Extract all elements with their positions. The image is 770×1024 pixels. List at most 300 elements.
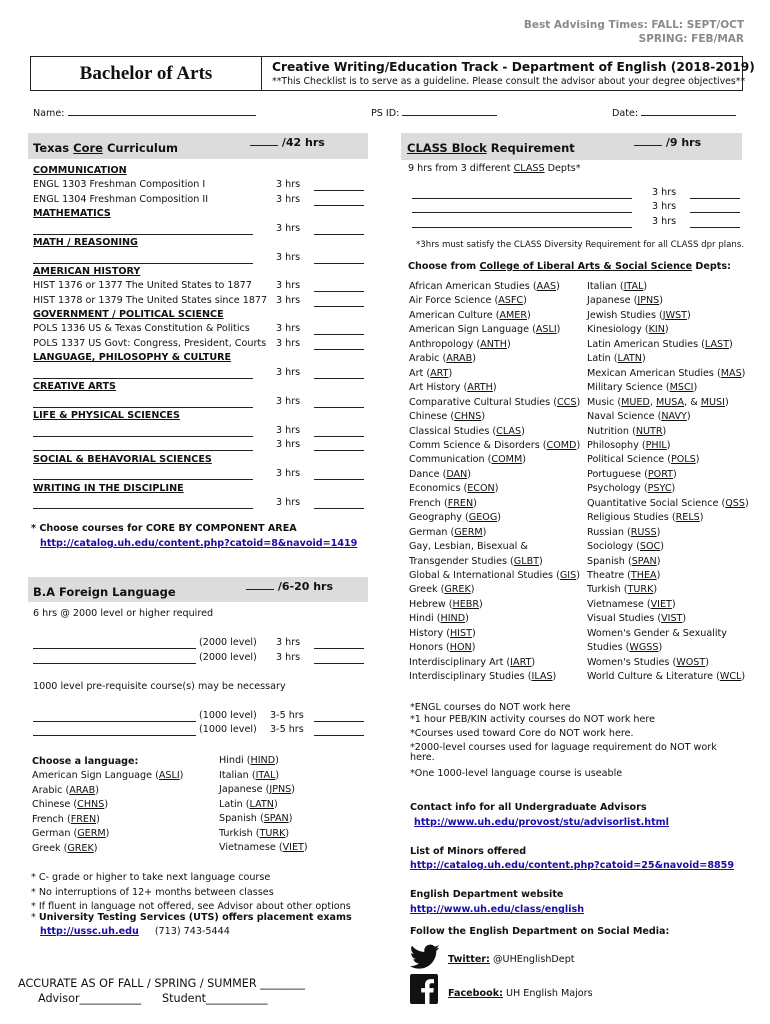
- dept-code: GEOG: [468, 512, 498, 524]
- psid-field[interactable]: [371, 106, 497, 119]
- language-code: LATN: [249, 798, 274, 810]
- dept-code: MUSA: [655, 396, 685, 408]
- grade-blank-field[interactable]: [314, 397, 364, 408]
- dept-name: Political Science: [587, 454, 665, 466]
- grade-blank-field[interactable]: [314, 180, 364, 191]
- dept-code: SOC: [639, 541, 661, 553]
- credit-hours: 3 hrs: [276, 396, 301, 407]
- dept-item: Studies (WGSS): [587, 642, 663, 654]
- dept-item: Chinese (CHNS): [409, 411, 486, 423]
- dept-item: Nutrition (NUTR): [587, 425, 667, 437]
- dept-code: JWST: [662, 309, 688, 321]
- dept-name: Geography: [409, 512, 462, 524]
- credit-hours: 3 hrs: [652, 216, 677, 227]
- dept-name: Transgender Studies: [409, 555, 507, 567]
- language-note: * No interruptions of 12+ months between classes: [31, 886, 274, 898]
- dept-item: Art (ART): [409, 367, 453, 379]
- credit-hours: 3 hrs: [276, 323, 301, 334]
- language-item: Japanese (JPNS): [219, 784, 295, 795]
- dept-item: Greek (GREK): [409, 584, 475, 596]
- dept-name: Music (: [587, 396, 622, 408]
- dept-code: ILAS: [531, 671, 553, 683]
- dept-item: African American Studies (AAS): [409, 281, 560, 292]
- dept-name: Military Science: [587, 382, 663, 394]
- dept-code: WOST: [676, 656, 706, 668]
- separator: , &: [684, 396, 701, 408]
- core-choose-note: * Choose courses for CORE BY COMPONENT AREA: [31, 523, 297, 534]
- psid-label: PS ID:: [371, 108, 400, 119]
- dept-item: Sociology (SOC): [587, 541, 664, 553]
- course-blank-field[interactable]: [33, 397, 253, 408]
- credit-hours: 3 hrs: [276, 280, 301, 291]
- dept-item: Communication (COMM): [409, 454, 526, 466]
- course-blank-field[interactable]: [33, 426, 253, 437]
- dept-name: French: [409, 497, 441, 509]
- dept-item: Classical Studies (CLAS): [409, 425, 525, 437]
- language-item: Italian (ITAL): [219, 769, 280, 781]
- dept-code: NAVY: [661, 411, 687, 423]
- dept-item: Japanese (JPNS): [587, 295, 663, 307]
- student-signature: Student___________: [162, 992, 268, 1005]
- dept-code: SPAN: [631, 555, 657, 567]
- credit-hours: 3 hrs: [276, 338, 301, 349]
- dept-code: HIST: [449, 627, 472, 639]
- credit-hours: 3 hrs: [276, 367, 301, 378]
- language-name: Chinese: [32, 799, 71, 810]
- dept-name: Vietnamese: [587, 598, 644, 610]
- class-hours: /9 hrs: [634, 136, 701, 149]
- uts-link[interactable]: http://ussc.uh.edu: [40, 926, 139, 937]
- dept-name: Comparative Cultural Studies: [409, 396, 551, 408]
- dept-name: Latin American Studies: [587, 338, 699, 350]
- grade-blank-field[interactable]: [690, 202, 740, 213]
- dept-name: Honors: [409, 642, 443, 654]
- dept-name: Latin: [587, 353, 611, 365]
- course-name: ENGL 1303 Freshman Composition I: [33, 179, 206, 190]
- grade-blank-field[interactable]: [690, 188, 740, 199]
- dept-item: Italian (ITAL): [587, 281, 648, 292]
- language-name: Latin: [219, 798, 243, 810]
- dept-item: Economics (ECON): [409, 483, 499, 495]
- grade-blank-field[interactable]: [314, 440, 364, 451]
- dept-code: ANTH: [480, 338, 507, 350]
- language-name: Turkish: [219, 827, 253, 839]
- grade-blank-field[interactable]: [314, 498, 364, 509]
- uts-contact: [40, 926, 230, 937]
- dept-code: GREK: [444, 584, 471, 596]
- class-requirement: 9 hrs from 3 different CLASS Depts*: [408, 163, 581, 174]
- date-label: Date:: [612, 108, 639, 119]
- course-blank-field[interactable]: [33, 469, 253, 480]
- dept-name: Air Force Science: [409, 295, 492, 307]
- dept-name: Turkish: [587, 584, 621, 596]
- grade-blank-field[interactable]: [314, 725, 364, 736]
- dept-item: Art History (ARTH): [409, 382, 497, 394]
- twitter-line: [448, 954, 575, 965]
- language-code: GERM: [77, 828, 106, 839]
- credit-hours: 3 hrs: [276, 468, 301, 479]
- dept-code: AAS: [536, 281, 557, 292]
- dept-code: GLBT: [513, 555, 540, 567]
- course-blank-field[interactable]: [33, 725, 196, 736]
- dept-code: LAST: [704, 338, 729, 350]
- dept-name: Hindi: [409, 613, 434, 625]
- core-heading-mathematics: MATHEMATICS: [33, 208, 111, 219]
- dept-item: Dance (DAN): [409, 468, 472, 480]
- dept-name: Jewish Studies: [587, 309, 656, 321]
- grade-blank-field[interactable]: [314, 224, 364, 235]
- course-name: HIST 1378 or 1379 The United States since 1877: [33, 295, 268, 306]
- language-code: CHNS: [77, 799, 105, 810]
- dept-code: COMM: [491, 454, 523, 466]
- language-name: American Sign Language: [32, 770, 153, 781]
- course-blank-field[interactable]: [33, 440, 253, 451]
- choose-language-label: Choose a language:: [32, 756, 139, 767]
- dept-code: ASLI: [535, 324, 557, 336]
- language-item: Hindi (HIND): [219, 755, 279, 766]
- dept-name: Chinese: [409, 411, 448, 423]
- language-item: German (GERM): [32, 828, 110, 839]
- twitter-bird-icon: [410, 944, 440, 970]
- dept-name: Art: [409, 367, 424, 379]
- dept-code: HIND: [440, 613, 466, 625]
- dept-item: Arabic (ARAB): [409, 353, 476, 365]
- dept-code: POLS: [670, 454, 696, 466]
- course-blank-field[interactable]: [33, 224, 253, 235]
- language-name: Japanese: [219, 784, 263, 795]
- dept-code: CHNS: [454, 411, 482, 423]
- dept-item: Interdisciplinary Studies (ILAS): [409, 671, 557, 683]
- dept-name: Philosophy: [587, 439, 639, 451]
- twitter-label[interactable]: Twitter:: [448, 954, 490, 965]
- language-code: VIET: [282, 842, 304, 853]
- dept-code: DAN: [446, 468, 468, 480]
- restriction-note: here.: [410, 752, 435, 763]
- dept-item-music: [587, 397, 729, 408]
- dept-item: Quantitative Social Science (QSS): [587, 497, 749, 509]
- core-heading-writing: WRITING IN THE DISCIPLINE: [33, 483, 184, 494]
- dept-name: Japanese: [587, 295, 631, 307]
- dept-name: Economics: [409, 483, 461, 495]
- course-blank-field[interactable]: [33, 498, 253, 509]
- english-label: English Department website: [410, 889, 564, 900]
- language-name: French: [32, 813, 64, 825]
- dept-code: LATN: [617, 353, 642, 365]
- dept-name: Theatre: [587, 570, 625, 581]
- dept-name: Interdisciplinary Studies: [409, 671, 525, 683]
- dept-item: Vietnamese (VIET): [587, 598, 676, 610]
- dept-code: PORT: [647, 468, 674, 480]
- grade-blank-field[interactable]: [314, 653, 364, 664]
- dept-name: Classical Studies: [409, 425, 490, 437]
- advising-times: [524, 19, 744, 45]
- dept-item: [587, 628, 727, 639]
- dept-name: Interdisciplinary Art: [409, 656, 504, 668]
- dept-name: Studies: [587, 642, 623, 654]
- credit-hours: 3 hrs: [276, 252, 301, 263]
- language-name: Italian: [219, 769, 249, 781]
- core-heading-life: LIFE & PHYSICAL SCIENCES: [33, 410, 180, 421]
- dept-item: Honors (HON): [409, 642, 476, 654]
- credit-hours: 3 hrs: [276, 439, 301, 450]
- credit-hours: 3 hrs: [276, 497, 301, 508]
- dept-item: Kinesiology (KIN): [587, 324, 669, 336]
- credit-hours: 3 hrs: [276, 637, 301, 648]
- english-link[interactable]: http://www.uh.edu/class/english: [410, 904, 585, 915]
- credit-hours: 3 hrs: [276, 425, 301, 436]
- dept-code: ECON: [467, 483, 495, 495]
- language-name: Arabic: [32, 784, 63, 796]
- core-title: Texas Core Curriculum: [33, 141, 178, 155]
- language-item: Latin (LATN): [219, 798, 278, 810]
- grade-blank-field[interactable]: [314, 195, 364, 206]
- grade-blank-field[interactable]: [314, 368, 364, 379]
- language-item: Spanish (SPAN): [219, 813, 293, 824]
- dept-name: Italian: [587, 281, 617, 292]
- dept-item: Portuguese (PORT): [587, 468, 677, 480]
- dept-name: Sociology: [587, 541, 634, 553]
- dept-item: Theatre (THEA): [587, 570, 661, 581]
- dept-code: PHIL: [645, 439, 667, 451]
- language-item: Vietnamese (VIET): [219, 842, 308, 853]
- dept-name: Kinesiology: [587, 324, 642, 336]
- dept-code: VIST: [661, 613, 683, 625]
- dept-item: Global & International Studies (GIS): [409, 570, 580, 581]
- dept-item: History (HIST): [409, 627, 476, 639]
- dept-name: Spanish: [587, 555, 625, 567]
- dept-name: Women's Gender & Sexuality: [587, 627, 727, 639]
- degree-title: Bachelor of Arts: [31, 57, 262, 90]
- advisors-label: Contact info for all Undergraduate Advisors: [410, 802, 647, 813]
- separator: ): [724, 396, 729, 408]
- foreign-hours: /6-20 hrs: [246, 580, 333, 593]
- language-code: ASLI: [158, 770, 180, 781]
- grade-blank-field[interactable]: [314, 339, 364, 350]
- course-blank-field[interactable]: [33, 368, 253, 379]
- dept-name: World Culture & Literature: [587, 671, 714, 683]
- dept-item: Comm Science & Disorders (COMD): [409, 439, 581, 451]
- language-item: Turkish (TURK): [219, 827, 290, 839]
- dept-item: Religious Studies (RELS): [587, 512, 704, 524]
- dept-name: Russian: [587, 526, 624, 538]
- dept-code: MUED: [621, 396, 650, 408]
- course-name: POLS 1337 US Govt: Congress, President, Courts: [33, 338, 267, 349]
- grade-blank-field[interactable]: [314, 469, 364, 480]
- course-name: POLS 1336 US & Texas Constitution & Politics: [33, 323, 250, 334]
- core-heading-language: LANGUAGE, PHILOSOPHY & CULTURE: [33, 352, 232, 363]
- dept-name: African American Studies: [409, 281, 530, 292]
- grade-blank-field[interactable]: [314, 281, 364, 292]
- grade-blank-field[interactable]: [314, 296, 364, 307]
- dept-code: FREN: [447, 497, 474, 509]
- dept-code: TURK: [627, 584, 654, 596]
- core-heading-american_history: AMERICAN HISTORY: [33, 266, 141, 277]
- course-level: (2000 level): [199, 652, 257, 663]
- dept-item: Political Science (POLS): [587, 454, 700, 466]
- dept-code: KIN: [648, 324, 665, 336]
- name-label: Name:: [33, 108, 65, 119]
- dept-item: Military Science (MSCI): [587, 382, 698, 394]
- language-code: FREN: [70, 813, 97, 825]
- dept-item: Russian (RUSS): [587, 526, 661, 538]
- grade-blank-field[interactable]: [314, 426, 364, 437]
- dept-name: Anthropology: [409, 338, 474, 350]
- language-item: French (FREN): [32, 813, 100, 825]
- dept-code: AMER: [499, 309, 528, 321]
- dept-name: Gay, Lesbian, Bisexual &: [409, 541, 528, 553]
- dept-code: HON: [449, 642, 472, 654]
- dept-name: Global & International Studies: [409, 570, 554, 581]
- dept-name: Greek: [409, 584, 438, 596]
- dept-name: Psychology: [587, 483, 641, 495]
- restriction-note: *ENGL courses do NOT work here: [410, 702, 571, 713]
- course-blank-field[interactable]: [33, 253, 253, 264]
- track-title: Creative Writing/Education Track - Department of English (2018-2019): [272, 60, 755, 74]
- dept-code: RUSS: [630, 526, 657, 538]
- core-heading-math_reasoning: MATH / REASONING: [33, 237, 138, 248]
- dept-item: Psychology (PSYC): [587, 483, 676, 495]
- dept-item: Visual Studies (VIST): [587, 613, 687, 625]
- course-blank-field[interactable]: [412, 188, 632, 199]
- dept-item: Air Force Science (ASFC): [409, 295, 527, 307]
- dept-code: WGSS: [629, 642, 659, 654]
- dept-code: ITAL: [623, 281, 644, 292]
- foreign-title: B.A Foreign Language: [33, 585, 176, 599]
- dept-item: Anthropology (ANTH): [409, 338, 511, 350]
- dept-item: Turkish (TURK): [587, 584, 658, 596]
- dept-code: RELS: [675, 512, 700, 524]
- dept-item: Naval Science (NAVY): [587, 411, 691, 423]
- dept-item: Transgender Studies (GLBT): [409, 555, 543, 567]
- dept-item: World Culture & Literature (WCL): [587, 671, 746, 683]
- core-hours: /42 hrs: [250, 136, 325, 149]
- grade-blank-field[interactable]: [314, 638, 364, 649]
- course-level: (1000 level): [199, 710, 257, 721]
- dept-item: Latin American Studies (LAST): [587, 338, 733, 350]
- dept-code: QSS: [725, 497, 745, 509]
- course-blank-field[interactable]: [33, 653, 196, 664]
- language-item: Chinese (CHNS): [32, 799, 109, 810]
- course-blank-field[interactable]: [33, 638, 196, 649]
- credit-hours: 3 hrs: [276, 652, 301, 663]
- dept-name: Visual Studies: [587, 613, 655, 625]
- core-heading-government: GOVERNMENT / POLITICAL SCIENCE: [33, 309, 224, 320]
- facebook-icon: [410, 974, 438, 1004]
- dept-item: Geography (GEOG): [409, 512, 501, 524]
- dept-item: Latin (LATN): [587, 353, 646, 365]
- language-item: American Sign Language (ASLI): [32, 770, 184, 781]
- name-field[interactable]: [33, 106, 256, 119]
- dept-name: Mexican American Studies: [587, 367, 714, 379]
- dept-code: MUSI: [700, 396, 725, 408]
- dept-name: Naval Science: [587, 411, 655, 423]
- dept-code: JPNS: [637, 295, 660, 307]
- credit-hours: 3 hrs: [276, 194, 301, 205]
- language-item: Greek (GREK): [32, 842, 98, 854]
- core-catalog-link[interactable]: http://catalog.uh.edu/content.php?catoid=8&navoid=1419: [40, 538, 358, 549]
- course-name: ENGL 1304 Freshman Composition II: [33, 194, 209, 205]
- language-name: German: [32, 828, 71, 839]
- language-name: Hindi: [219, 755, 244, 766]
- grade-blank-field[interactable]: [314, 253, 364, 264]
- dept-item: American Sign Language (ASLI): [409, 324, 561, 336]
- dept-code: CCS: [556, 396, 577, 408]
- grade-blank-field[interactable]: [690, 217, 740, 228]
- dept-code: ARTH: [467, 382, 493, 394]
- dept-item: Hindi (HIND): [409, 613, 469, 625]
- guideline-note: **This Checklist is to serve as a guideline. Please consult the advisor about your degree objectives**: [272, 76, 746, 87]
- uts-note: * University Testing Services (UTS) offers placement exams: [31, 912, 352, 923]
- dept-code: GERM: [454, 526, 483, 538]
- dept-item: Mexican American Studies (MAS): [587, 367, 746, 379]
- credit-hours: 3 hrs: [652, 201, 677, 212]
- dept-code: THEA: [630, 570, 657, 581]
- language-code: SPAN: [263, 813, 289, 824]
- language-name: Greek: [32, 842, 61, 854]
- language-code: ITAL: [255, 769, 276, 781]
- dept-name: Religious Studies: [587, 512, 669, 524]
- advisor-signature: Advisor___________: [38, 992, 142, 1005]
- dept-item: Jewish Studies (JWST): [587, 309, 691, 321]
- grade-blank-field[interactable]: [314, 711, 364, 722]
- course-level: (2000 level): [199, 637, 257, 648]
- dept-item: American Culture (AMER): [409, 309, 531, 321]
- accurate-as-of: ACCURATE AS OF FALL / SPRING / SUMMER ________: [18, 977, 305, 990]
- restriction-note: *One 1000-level language course is useable: [410, 768, 623, 779]
- facebook-handle: UH English Majors: [506, 988, 593, 999]
- dept-name: Arabic: [409, 353, 440, 365]
- course-blank-field[interactable]: [412, 217, 632, 228]
- restriction-note: *1 hour PEB/KIN activity courses do NOT work here: [410, 714, 656, 725]
- advisors-link[interactable]: http://www.uh.edu/provost/stu/advisorlist.html: [414, 817, 669, 828]
- dept-code: GIS: [559, 570, 577, 581]
- facebook-label[interactable]: Facebook:: [448, 988, 503, 999]
- uts-phone: (713) 743-5444: [154, 926, 230, 937]
- dept-item: Hebrew (HEBR): [409, 598, 483, 610]
- dept-name: Quantitative Social Science: [587, 497, 719, 509]
- credit-hours: 3-5 hrs: [270, 724, 304, 735]
- language-code: HIND: [250, 755, 276, 766]
- advising-line-1: Best Advising Times: FALL: SEPT/OCT: [523, 19, 744, 31]
- dept-name: German: [409, 526, 448, 538]
- dept-item: Philosophy (PHIL): [587, 439, 671, 451]
- dept-item: Spanish (SPAN): [587, 555, 661, 567]
- class-title: CLASS Block Requirement: [407, 141, 575, 155]
- minors-link[interactable]: http://catalog.uh.edu/content.php?catoid=25&navoid=8859: [410, 860, 735, 871]
- course-blank-field[interactable]: [33, 711, 196, 722]
- social-label: Follow the English Department on Social Media:: [410, 926, 670, 937]
- language-code: GREK: [67, 842, 94, 854]
- language-code: TURK: [259, 827, 286, 839]
- dept-name: Nutrition: [587, 425, 630, 437]
- advising-line-2: SPRING: FEB/MAR: [638, 33, 744, 45]
- grade-blank-field[interactable]: [314, 324, 364, 335]
- date-field[interactable]: [612, 106, 736, 119]
- diversity-note: *3hrs must satisfy the CLASS Diversity Requirement for all CLASS dpr plans.: [416, 240, 745, 250]
- dept-code: IART: [510, 656, 532, 668]
- language-code: JPNS: [269, 784, 292, 795]
- course-blank-field[interactable]: [412, 202, 632, 213]
- dept-code: CLAS: [496, 425, 522, 437]
- dept-code: WCL: [719, 671, 742, 683]
- dept-code: ARAB: [446, 353, 473, 365]
- dept-item: Women's Studies (WOST): [587, 656, 709, 668]
- restriction-note: *2000-level courses used for laguage requirement do NOT work: [410, 742, 717, 753]
- language-name: Spanish: [219, 813, 257, 824]
- credit-hours: 3 hrs: [652, 187, 677, 198]
- dept-code: ART: [430, 367, 449, 379]
- dept-name: Art History: [409, 382, 461, 394]
